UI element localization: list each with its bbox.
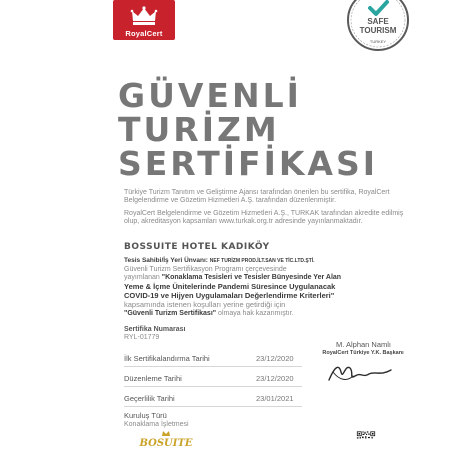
date-label: Geçerlilik Tarihi — [124, 394, 175, 403]
date-value: 23/01/2021 — [256, 394, 294, 403]
program-line-6-bold: "Güvenli Turizm Sertifikası" — [124, 310, 217, 317]
date-row-first-certification — [124, 354, 304, 363]
safe-tourism-badge — [339, 0, 417, 52]
date-value: 23/12/2020 — [256, 374, 294, 383]
safe-badge-line3: TURKEY — [369, 39, 387, 44]
signature — [325, 358, 395, 386]
intro-paragraph-2: RoyalCert Belgelendirme ve Gözetim Hizmetleri A.Ş., TURKAK tarafından akredite edilmiş olup, akreditasyon kapsamları www.turkak.org.tr adresinde yayınlanmaktadır. — [124, 210, 404, 225]
program-line-2-bold: "Konaklama Tesisleri ve Tesisler Bünyesinde Yer Alan — [161, 274, 342, 281]
date-row-issue — [124, 374, 304, 383]
date-value: 23/12/2020 — [256, 354, 294, 363]
owner-value: NEF TURİZM PROD.İLT.SAN VE TİC.LTD.ŞTİ. — [209, 258, 315, 264]
royalcert-logo — [113, 0, 175, 40]
qr-code — [342, 431, 390, 450]
hotel-name: BOSSUITE HOTEL KADIKÖY — [124, 242, 270, 252]
crown-icon — [130, 5, 158, 27]
program-line-3: Yeme & İçme Ünitelerinde Pandemi Süresince Uygulanacak — [124, 282, 336, 291]
program-line-1: Güvenli Turizm Sertifikasyon Programı çerçevesinde — [124, 266, 287, 273]
facility-type-value: Konaklama İşletmesi — [124, 421, 189, 428]
intro-paragraph-1: Türkiye Turizm Tanıtım ve Geliştirme Ajansı tarafından önerilen bu sertifika, RoyalCert Belgelendirme ve Gözetim Hizmetleri A.Ş. tarafından düzenlenmiştir. — [124, 189, 390, 204]
program-line-2 — [124, 274, 341, 282]
divider — [124, 366, 302, 367]
date-row-validity — [124, 394, 304, 403]
program-line-6-suffix: olmaya hak kazanmıştır. — [218, 310, 294, 317]
owner-label: Tesis Sahibi/İş Yeri Ünvanı: — [124, 257, 208, 264]
crown-icon — [162, 431, 170, 436]
date-label: Düzenleme Tarihi — [124, 374, 182, 383]
program-line-6 — [124, 310, 294, 318]
date-label: İlk Sertifikalandırma Tarihi — [124, 354, 210, 363]
title-line-2: TURİZM — [118, 110, 280, 149]
divider — [124, 386, 302, 387]
title-line-3: SERTİFİKASI — [118, 144, 379, 183]
divider — [124, 406, 302, 407]
bosuite-logo — [138, 430, 194, 450]
facility-type-label: Kuruluş Türü — [124, 411, 167, 420]
signer-name: M. Alphan Namlı — [335, 340, 392, 349]
check-icon — [370, 2, 387, 14]
safe-badge-line1: SAFE — [367, 17, 389, 26]
royalcert-logo-text: RoyalCert — [125, 29, 163, 38]
bosuite-logo-text: BOSUITE — [139, 438, 193, 449]
certificate-number: RYL-01779 — [124, 334, 160, 341]
signer-title: RoyalCert Türkiye Y.K. Başkanı — [322, 350, 404, 356]
title-line-1: GÜVENLİ — [118, 76, 302, 115]
owner-row — [124, 257, 315, 265]
safe-badge-line2: TOURISM — [359, 26, 397, 35]
certificate-number-label: Sertifika Numarası — [124, 326, 186, 333]
program-line-2-prefix: yayımlanan — [124, 274, 160, 281]
program-line-5: kapsamında istenen koşulları yerine getirdiği için — [124, 300, 286, 309]
program-line-4: COVID-19 ve Hijyen Uygulamaları Değerlendirme Kriterleri" — [124, 291, 335, 300]
